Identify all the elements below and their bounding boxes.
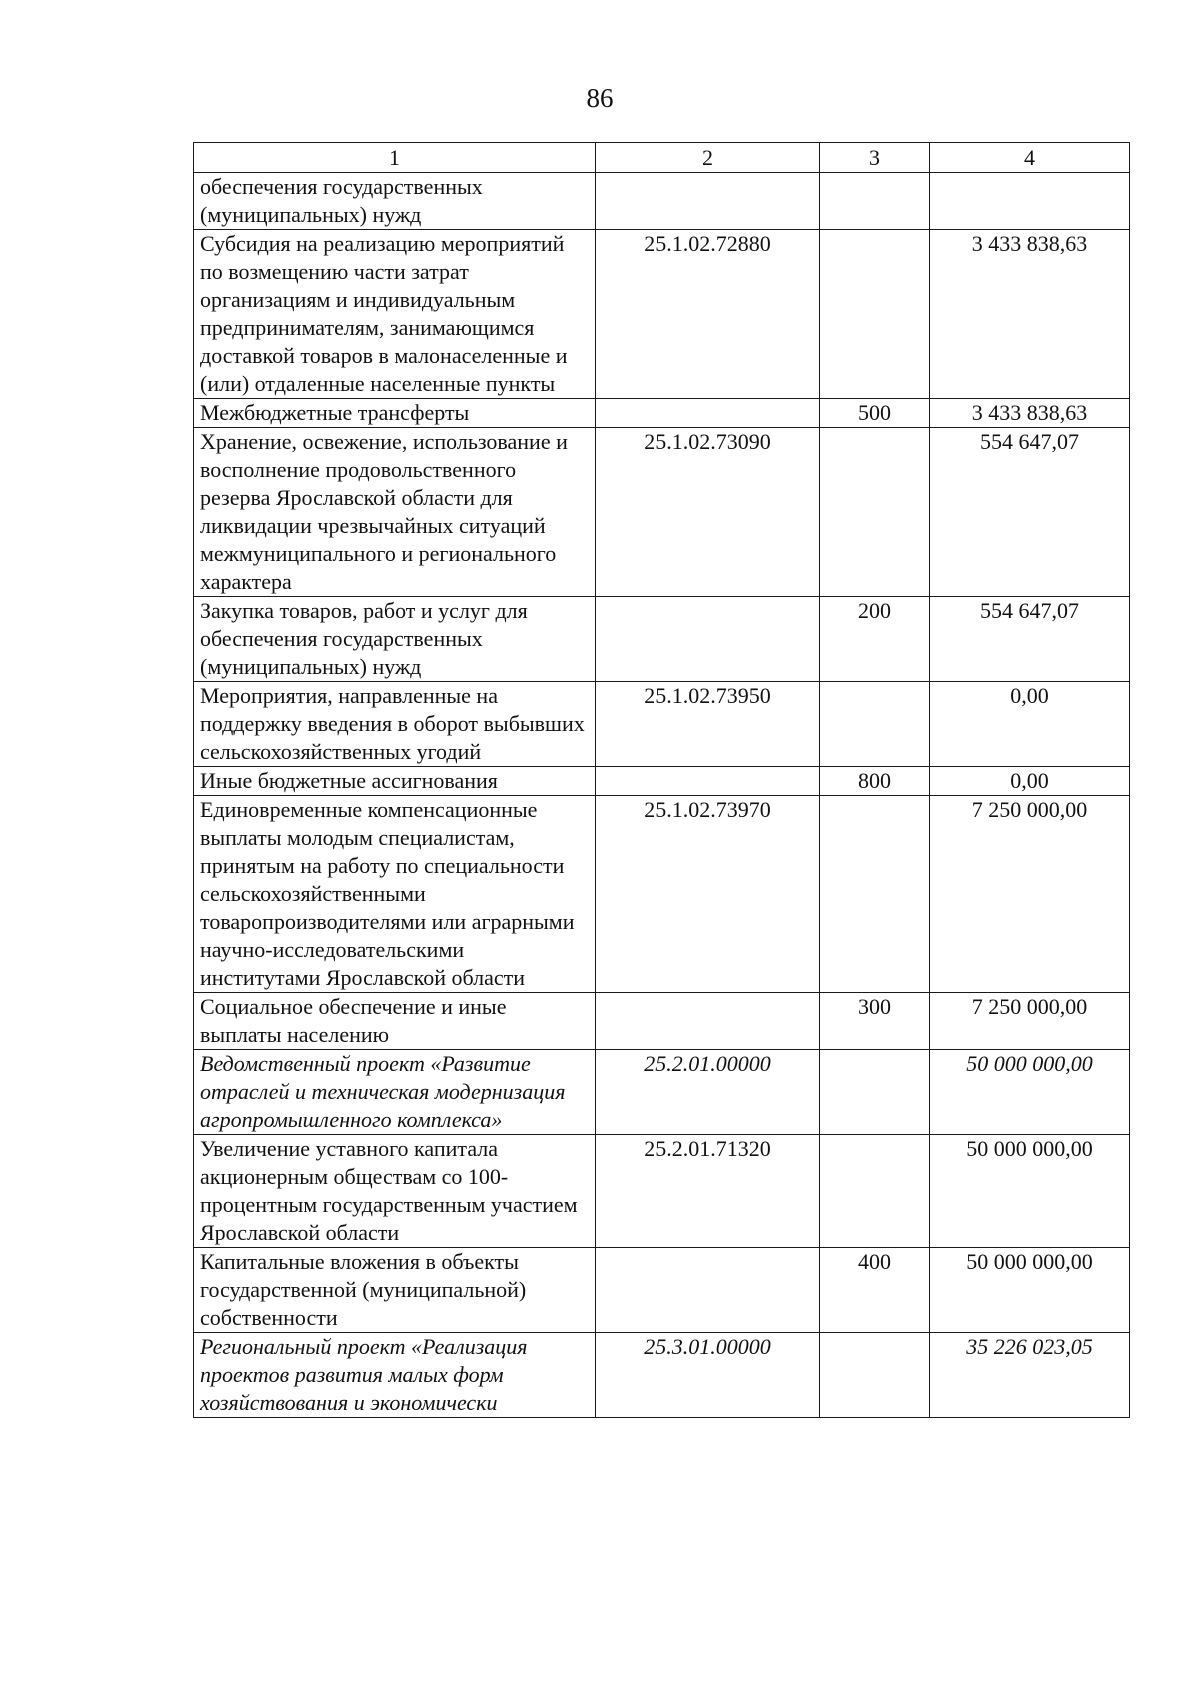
item-name-cell: Иные бюджетные ассигнования: [194, 767, 596, 796]
table-row: [194, 173, 1130, 230]
table-row: [194, 428, 1130, 597]
item-name-cell: Региональный проект «Реализация проектов развития малых форм хозяйствования и экономически: [194, 1333, 596, 1418]
table-row: [194, 767, 1130, 796]
table-row: [194, 1248, 1130, 1333]
page-number: 86: [586, 83, 614, 113]
item-name-cell: Увеличение уставного капитала акционерным обществам со 100-процентным государственным участием Ярославской области: [194, 1135, 596, 1248]
target-code-cell: 25.1.02.73090: [596, 428, 820, 597]
expense-type-cell: 500: [820, 399, 930, 428]
column-header-1: 1: [194, 143, 596, 173]
expense-type-cell: [820, 796, 930, 993]
item-name-cell: Мероприятия, направленные на поддержку введения в оборот выбывших сельскохозяйственных угодий: [194, 682, 596, 767]
target-code-cell: 25.1.02.73970: [596, 796, 820, 993]
expense-type-cell: 800: [820, 767, 930, 796]
amount-cell: 554 647,07: [930, 597, 1130, 682]
table-row: [194, 1050, 1130, 1135]
target-code-cell: [596, 399, 820, 428]
item-name-cell: Ведомственный проект «Развитие отраслей и техническая модернизация агропромышленного комплекса»: [194, 1050, 596, 1135]
amount-cell: 0,00: [930, 767, 1130, 796]
table-row: [194, 1333, 1130, 1418]
table-row: [194, 796, 1130, 993]
amount-cell: 7 250 000,00: [930, 796, 1130, 993]
column-header-4: 4: [930, 143, 1130, 173]
expense-type-cell: 200: [820, 597, 930, 682]
amount-cell: 50 000 000,00: [930, 1050, 1130, 1135]
column-header-3: 3: [820, 143, 930, 173]
amount-cell: 3 433 838,63: [930, 230, 1130, 399]
target-code-cell: [596, 993, 820, 1050]
table-header-row: [194, 143, 1130, 173]
item-name-cell: обеспечения государственных (муниципальных) нужд: [194, 173, 596, 230]
expense-type-cell: [820, 230, 930, 399]
target-code-cell: [596, 1248, 820, 1333]
expense-type-cell: 400: [820, 1248, 930, 1333]
target-code-cell: 25.3.01.00000: [596, 1333, 820, 1418]
target-code-cell: [596, 597, 820, 682]
table-row: [194, 597, 1130, 682]
target-code-cell: 25.2.01.00000: [596, 1050, 820, 1135]
target-code-cell: [596, 767, 820, 796]
item-name-cell: Межбюджетные трансферты: [194, 399, 596, 428]
amount-cell: [930, 173, 1130, 230]
target-code-cell: 25.1.02.73950: [596, 682, 820, 767]
expense-type-cell: [820, 1135, 930, 1248]
expense-type-cell: [820, 1050, 930, 1135]
item-name-cell: Социальное обеспечение и иные выплаты населению: [194, 993, 596, 1050]
amount-cell: 7 250 000,00: [930, 993, 1130, 1050]
expense-type-cell: [820, 173, 930, 230]
table-row: [194, 230, 1130, 399]
budget-table: [193, 142, 1130, 1418]
table-row: [194, 993, 1130, 1050]
table-row: [194, 399, 1130, 428]
amount-cell: 35 226 023,05: [930, 1333, 1130, 1418]
amount-cell: 50 000 000,00: [930, 1135, 1130, 1248]
amount-cell: 50 000 000,00: [930, 1248, 1130, 1333]
item-name-cell: Субсидия на реализацию мероприятий по возмещению части затрат организациям и индивидуальным предпринимателям, занимающимся доставкой товаров в малонаселенные и (или) отдаленные населенные пункты: [194, 230, 596, 399]
expense-type-cell: [820, 428, 930, 597]
target-code-cell: 25.1.02.72880: [596, 230, 820, 399]
item-name-cell: Единовременные компенсационные выплаты молодым специалистам, принятым на работу по специальности сельскохозяйственными товаропроизводителями или аграрными научно-исследовательскими институтами Ярославской области: [194, 796, 596, 993]
expense-type-cell: 300: [820, 993, 930, 1050]
item-name-cell: Капитальные вложения в объекты государственной (муниципальной) собственности: [194, 1248, 596, 1333]
target-code-cell: 25.2.01.71320: [596, 1135, 820, 1248]
amount-cell: 0,00: [930, 682, 1130, 767]
expense-type-cell: [820, 682, 930, 767]
amount-cell: 554 647,07: [930, 428, 1130, 597]
column-header-2: 2: [596, 143, 820, 173]
item-name-cell: Хранение, освежение, использование и восполнение продовольственного резерва Ярославской области для ликвидации чрезвычайных ситуаций межмуниципального и регионального характера: [194, 428, 596, 597]
expense-type-cell: [820, 1333, 930, 1418]
table-row: [194, 682, 1130, 767]
target-code-cell: [596, 173, 820, 230]
amount-cell: 3 433 838,63: [930, 399, 1130, 428]
item-name-cell: Закупка товаров, работ и услуг для обеспечения государственных (муниципальных) нужд: [194, 597, 596, 682]
table-row: [194, 1135, 1130, 1248]
